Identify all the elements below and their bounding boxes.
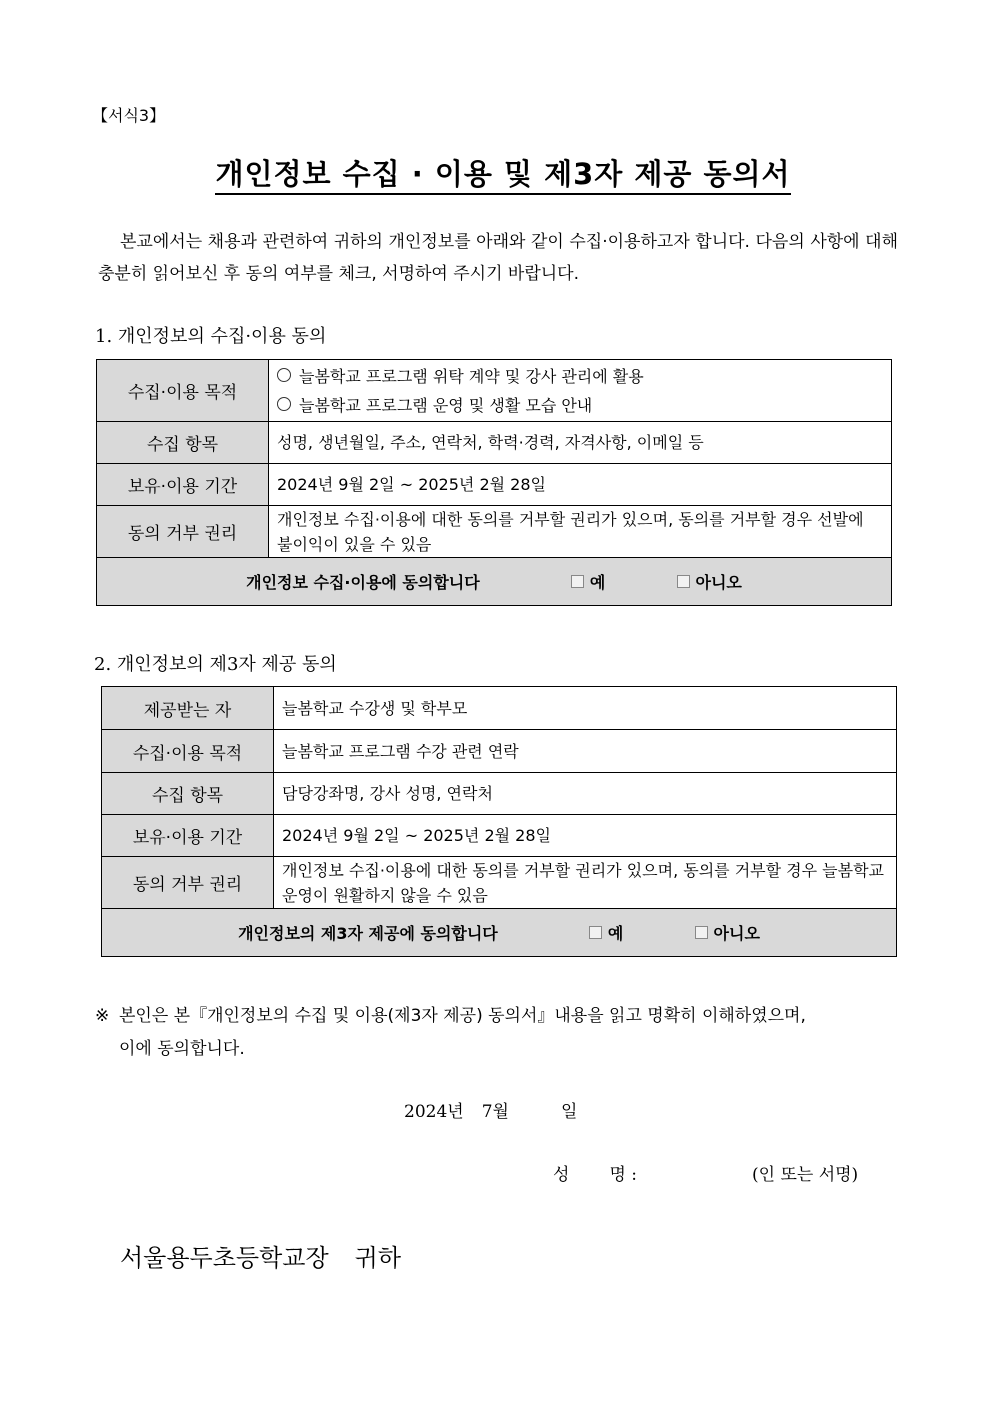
row-value: 개인정보 수집·이용에 대한 동의를 거부할 권리가 있으며, 동의를 거부할 경우 늘봄학교 운영이 원활하지 않을 수 있음 [274, 857, 897, 909]
table-row [102, 730, 897, 773]
intro-paragraph: 본교에서는 채용과 관련하여 귀하의 개인정보를 아래와 같이 수집·이용하고자 합니다. 다음의 사항에 대해 충분히 읽어보신 후 동의 여부를 체크, 서명하여 주시기 바랍니다. [98, 232, 898, 284]
table-row [97, 360, 892, 422]
row-label: 수집 항목 [97, 422, 269, 464]
no-label: 아니오 [695, 573, 742, 592]
section2-title: 2. 개인정보의 제3자 제공 동의 [94, 654, 337, 675]
checkbox-no[interactable] [677, 575, 690, 588]
consent-no-option[interactable] [677, 573, 742, 592]
signature-label-2: 명 : [609, 1165, 637, 1185]
row-value: 늘봄학교 프로그램 수강 관련 연락 [274, 730, 897, 773]
addressee-suffix: 귀하 [354, 1244, 402, 1272]
row-label: 동의 거부 권리 [97, 506, 269, 558]
row-value: 2024년 9월 2일 ~ 2025년 2월 28일 [269, 464, 892, 506]
yes-label: 예 [589, 573, 606, 592]
section2-table [101, 686, 897, 957]
table-row [102, 815, 897, 857]
bullet-circle-icon [277, 368, 291, 382]
row-label: 제공받는 자 [102, 687, 274, 730]
row-label: 수집 항목 [102, 773, 274, 815]
date-line [404, 1097, 577, 1122]
consent-row [102, 909, 897, 957]
date-day[interactable]: 일 [560, 1102, 578, 1122]
consent-cell [97, 558, 892, 606]
signature-line [553, 1160, 858, 1185]
row-value: 성명, 생년월일, 주소, 연락처, 학력·경력, 자격사항, 이메일 등 [269, 422, 892, 464]
consent-row [97, 558, 892, 606]
reference-mark: ※ [95, 1006, 110, 1026]
checkbox-yes[interactable] [589, 926, 602, 939]
row-label: 수집·이용 목적 [102, 730, 274, 773]
table-row [97, 422, 892, 464]
consent-no-option[interactable] [695, 924, 760, 943]
bullet-circle-icon [277, 397, 291, 411]
document-title [0, 152, 992, 193]
table-row [102, 773, 897, 815]
addressee-name: 서울용두초등학교장 [120, 1244, 329, 1272]
purpose-text: 늘봄학교 프로그램 위탁 계약 및 강사 관리에 활용 [299, 366, 644, 386]
consent-yes-option[interactable] [589, 924, 623, 943]
yes-label: 예 [607, 924, 624, 943]
row-value [269, 360, 892, 422]
purpose-item [277, 362, 883, 391]
table-row [102, 857, 897, 909]
row-value: 늘봄학교 수강생 및 학부모 [274, 687, 897, 730]
table-row [102, 687, 897, 730]
form-number: 【서식3】 [92, 106, 166, 125]
row-value: 2024년 9월 2일 ~ 2025년 2월 28일 [274, 815, 897, 857]
consent-statement: 개인정보의 제3자 제공에 동의합니다 [238, 924, 498, 943]
note-line-1: 본인은 본『개인정보의 수집 및 이용(제3자 제공) 동의서』내용을 읽고 명확히 이해하였으며, [119, 1006, 806, 1026]
document-title-text: 개인정보 수집 · 이용 및 제3자 제공 동의서 [215, 157, 790, 195]
row-value: 개인정보 수집·이용에 대한 동의를 거부할 권리가 있으며, 동의를 거부할 경우 선발에 불이익이 있을 수 있음 [269, 506, 892, 558]
addressee [120, 1238, 401, 1273]
row-label: 보유·이용 기간 [97, 464, 269, 506]
purpose-item [277, 391, 883, 420]
table-row [97, 506, 892, 558]
consent-cell [102, 909, 897, 957]
note-line-2: 이에 동의합니다. [119, 1039, 245, 1059]
signature-hint: (인 또는 서명) [752, 1165, 859, 1185]
agreement-note [95, 1000, 900, 1066]
section1-title: 1. 개인정보의 수집·이용 동의 [95, 326, 327, 347]
consent-statement: 개인정보 수집·이용에 동의합니다 [246, 573, 480, 592]
section1-table [96, 359, 892, 606]
signature-label-1: 성 [553, 1165, 570, 1185]
table-row [97, 464, 892, 506]
consent-yes-option[interactable] [571, 573, 605, 592]
purpose-text: 늘봄학교 프로그램 운영 및 생활 모습 안내 [299, 395, 593, 415]
checkbox-no[interactable] [695, 926, 708, 939]
no-label: 아니오 [713, 924, 760, 943]
checkbox-yes[interactable] [571, 575, 584, 588]
row-value: 담당강좌명, 강사 성명, 연락처 [274, 773, 897, 815]
date-year: 2024년 [404, 1102, 464, 1122]
row-label: 수집·이용 목적 [97, 360, 269, 422]
date-month: 7월 [481, 1102, 509, 1122]
row-label: 동의 거부 권리 [102, 857, 274, 909]
row-label: 보유·이용 기간 [102, 815, 274, 857]
